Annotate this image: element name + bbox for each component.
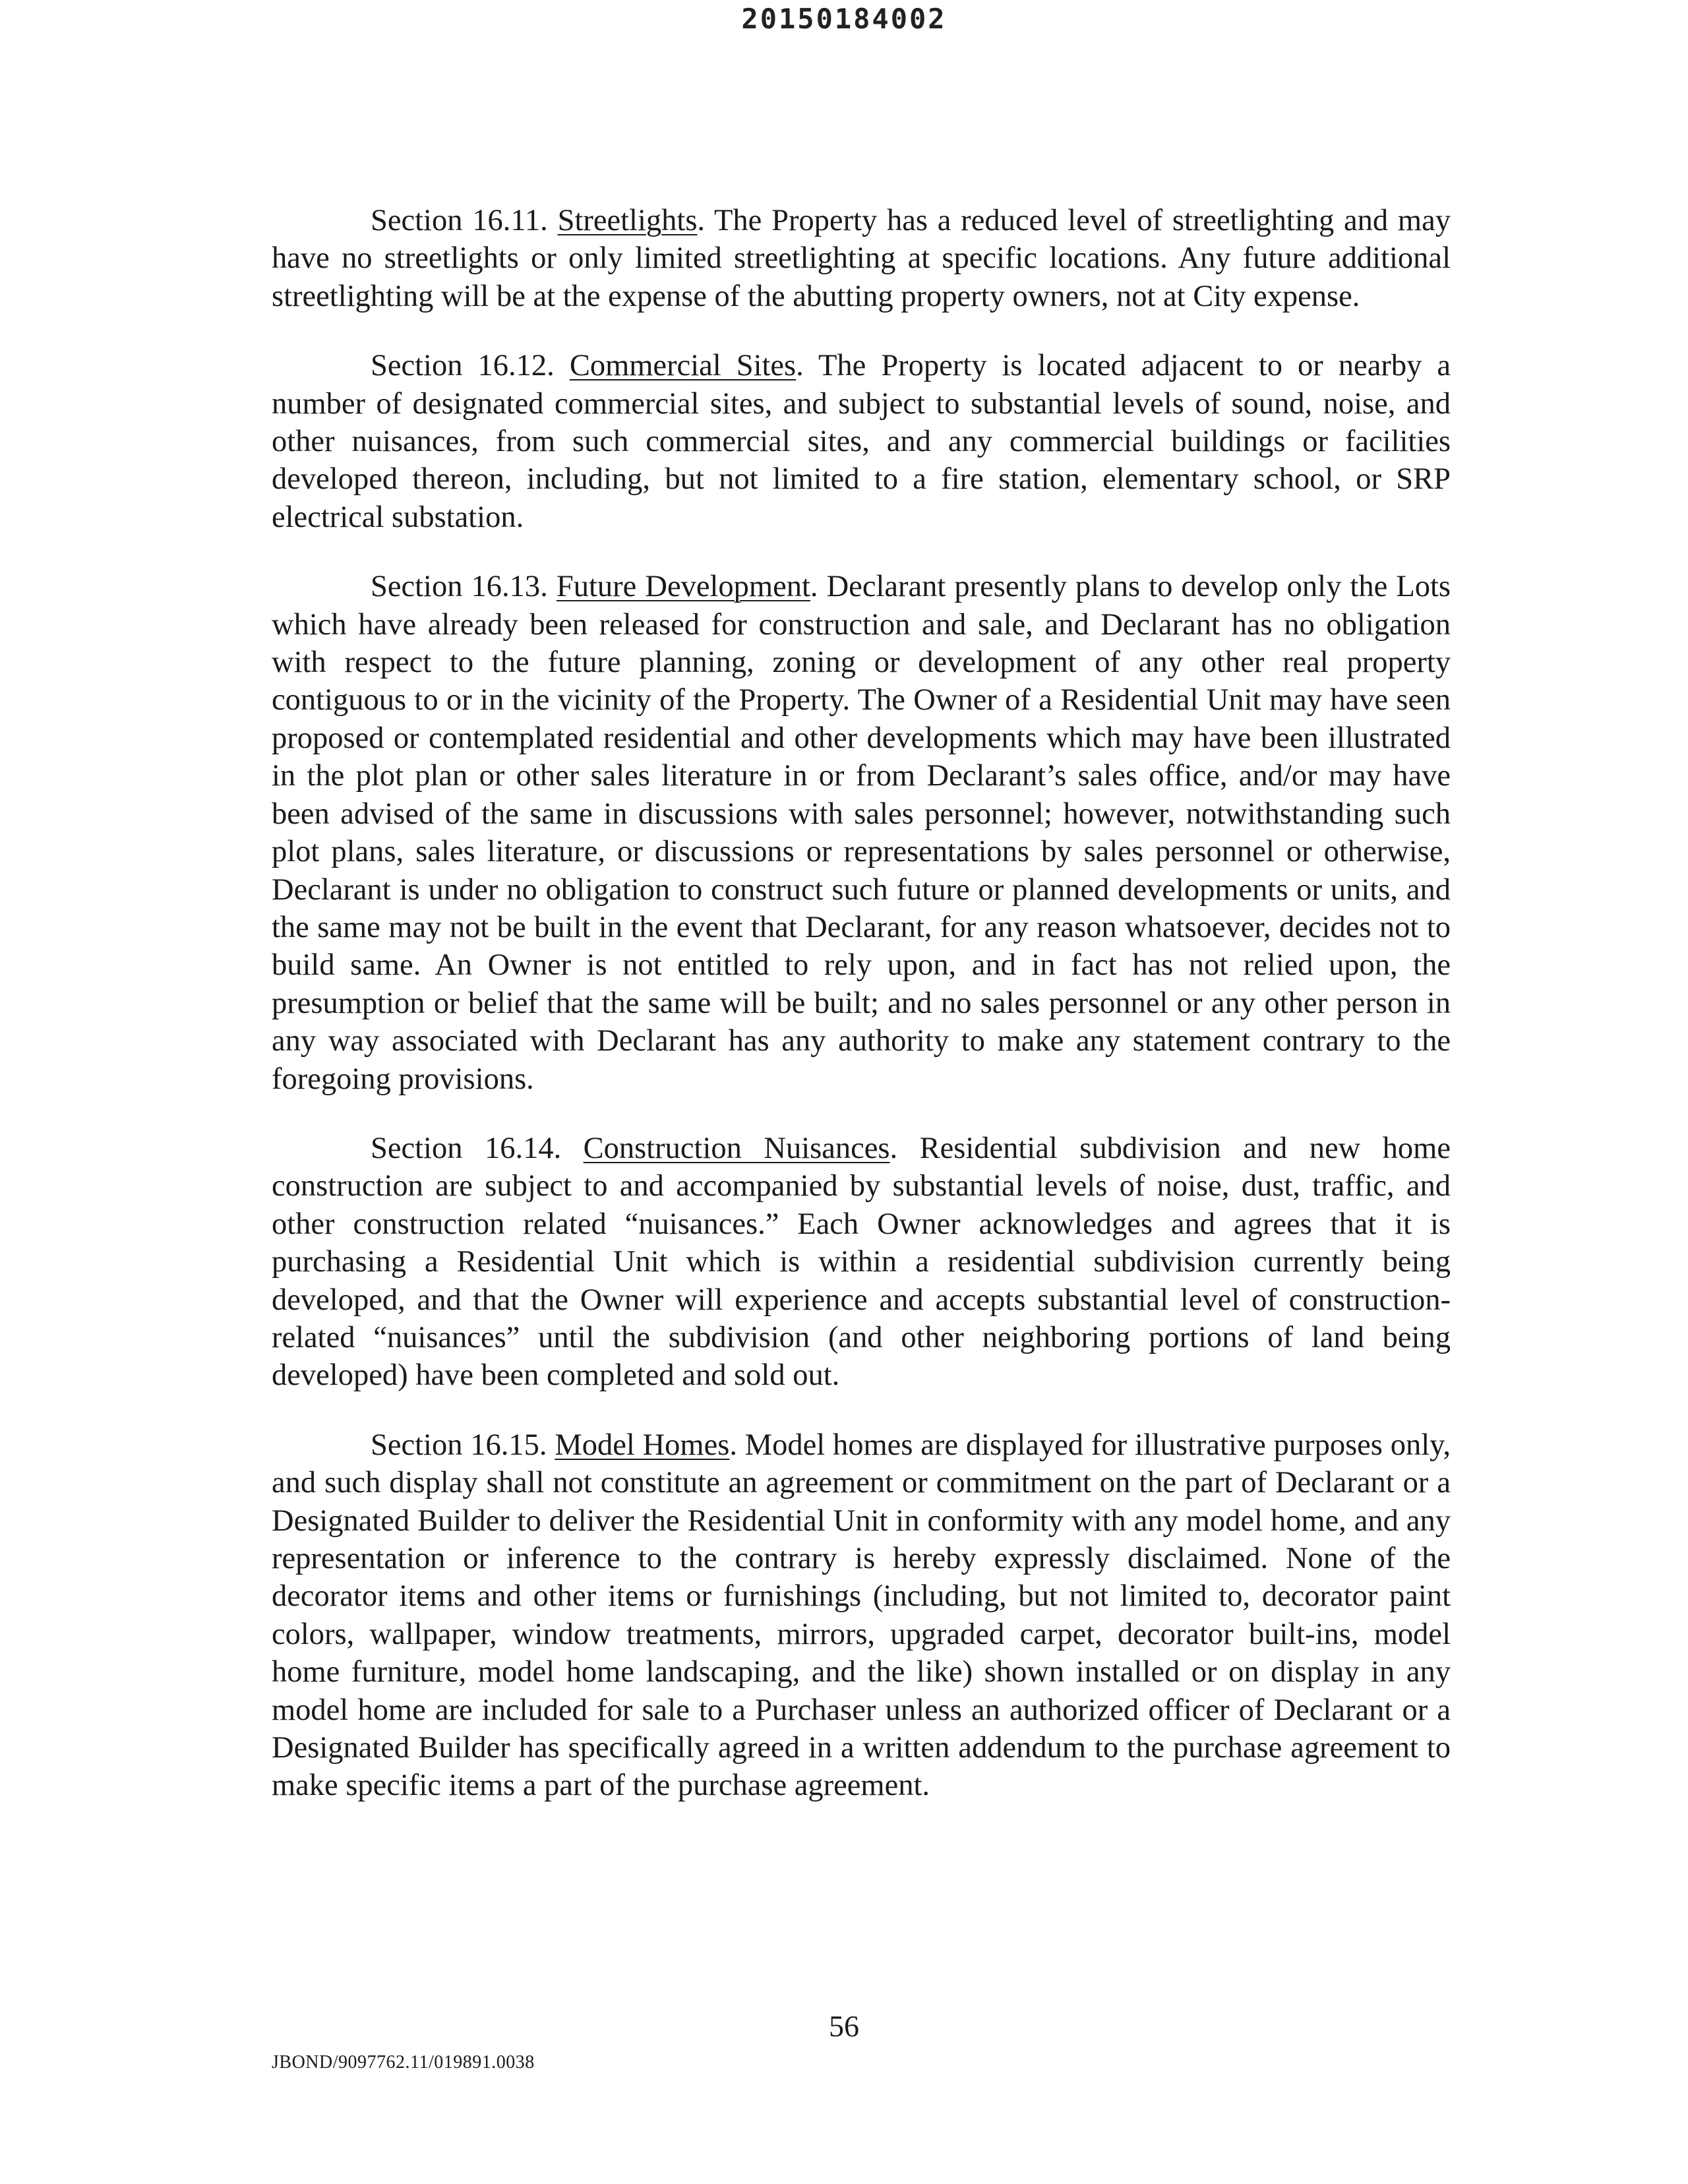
section-heading: Construction Nuisances bbox=[583, 1131, 890, 1165]
section-text: . The Property is located adjacent to or nearby a number of designated commercial sites, and subject to substantial levels of sound, noise, and other nuisances, from such commercial sites, and any commercial buildings or facilities developed thereon, including, but not limited to a fire station, elementary school, or SRP electrical substation. bbox=[272, 349, 1451, 534]
section-16-12 bbox=[272, 347, 1451, 536]
section-text: . Model homes are displayed for illustrative purposes only, and such display shall not constitute an agreement or commitment on the part of Declarant or a Designated Builder to deliver the Residential Unit in conformity with any model home, and any representation or inference to the contrary is hereby expressly disclaimed. None of the decorator items and other items or furnishings (including, but not limited to, decorator paint colors, wallpaper, window treatments, mirrors, upgraded carpet, decorator built-ins, model home furniture, model home landscaping, and the like) shown installed or on display in any model home are included for sale to a Purchaser unless an authorized officer of Declarant or a Designated Builder has specifically agreed in a written addendum to the purchase agreement to make specific items a part of the purchase agreement. bbox=[272, 1428, 1451, 1803]
section-heading: Future Development bbox=[556, 570, 810, 604]
section-heading: Model Homes bbox=[555, 1428, 730, 1462]
section-text: . The Property has a reduced level of streetlighting and may have no streetlights or only limited streetlighting at specific locations. Any future additional streetlighting will be at the expense of the abutting property owners, not at City expense. bbox=[272, 204, 1451, 313]
section-text: . Residential subdivision and new home construction are subject to and accompanied by substantial levels of noise, dust, traffic, and other construction related “nuisances.” Each Owner acknowledges and agrees that it is purchasing a Residential Unit which is within a residential subdivision currently being developed, and that the Owner will experience and accepts substantial level of construction-related “nuisances” until the subdivision (and other neighboring portions of land being developed) have been completed and sold out. bbox=[272, 1131, 1451, 1393]
section-16-15 bbox=[272, 1426, 1451, 1805]
recording-number: 20150184002 bbox=[741, 3, 947, 35]
section-number: Section 16.13. bbox=[371, 570, 557, 604]
section-16-13 bbox=[272, 568, 1451, 1098]
section-number: Section 16.14. bbox=[371, 1131, 584, 1165]
section-text: . Declarant presently plans to develop only the Lots which have already been released for construction and sale, and Declarant has no obligation with respect to the future planning, zoning or development of any other real property contiguous to or in the vicinity of the Property. The Owner of a Residential Unit may have seen proposed or contemplated residential and other developments which may have been illustrated in the plot plan or other sales literature in or from Declarant’s sales office, and/or may have been advised of the same in discussions with sales personnel; however, notwithstanding such plot plans, sales literature, or discussions or representations by sales personnel or otherwise, Declarant is under no obligation to construct such future or planned developments or units, and the same may not be built in the event that Declarant, for any reason whatsoever, decides not to build same. An Owner is not entitled to rely upon, and in fact has not relied upon, the presumption or belief that the same will be built; and no sales personnel or any other person in any way associated with Declarant has any authority to make any statement contrary to the foregoing provisions. bbox=[272, 570, 1451, 1096]
document-body bbox=[272, 202, 1451, 1836]
section-number: Section 16.15. bbox=[371, 1428, 555, 1462]
section-heading: Commercial Sites bbox=[569, 349, 797, 383]
section-number: Section 16.12. bbox=[371, 349, 570, 383]
section-number: Section 16.11. bbox=[371, 204, 558, 237]
document-id: JBOND/9097762.11/019891.0038 bbox=[272, 2052, 535, 2073]
page-number: 56 bbox=[829, 2009, 859, 2043]
section-16-11 bbox=[272, 202, 1451, 315]
section-heading: Streetlights bbox=[557, 204, 698, 237]
section-16-14 bbox=[272, 1130, 1451, 1395]
